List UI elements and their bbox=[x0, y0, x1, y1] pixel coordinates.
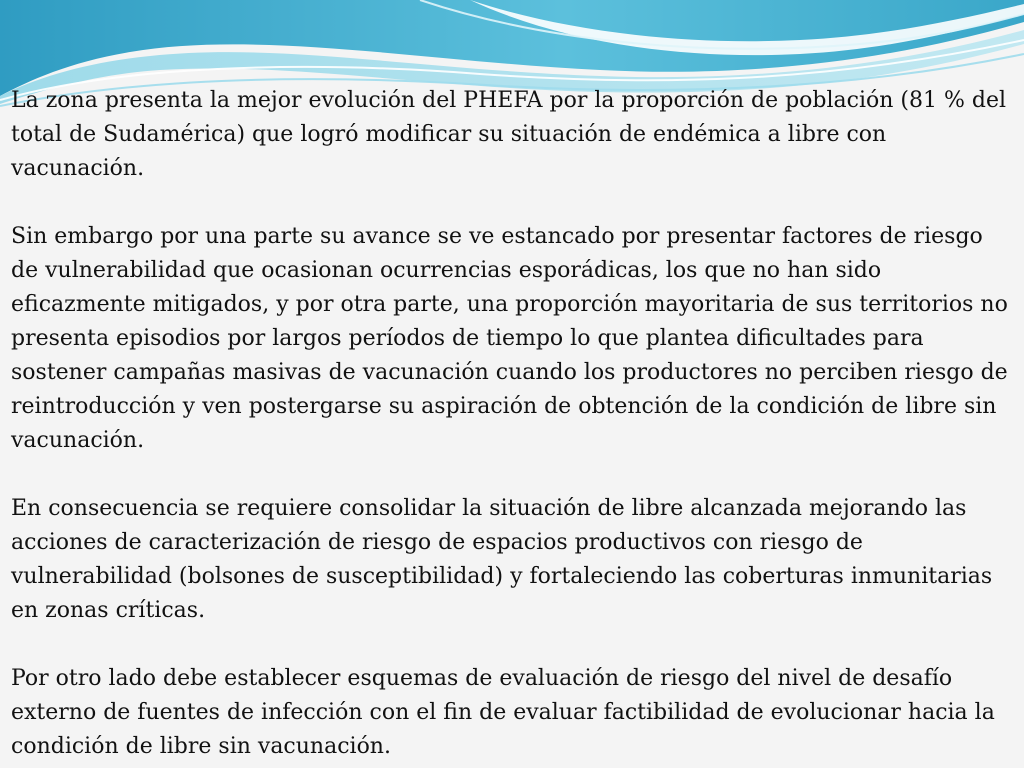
paragraph-2: Sin embargo por una parte su avance se ve estancado por presentar factores de riesgo de vulnerabilidad que ocasionan ocurrencias esporádicas, los que no han sido eficazmente mitigados, y por otra parte, una proporción mayoritaria de sus territorios no presenta episodios por largos períodos de tiempo lo que plantea dificultades para sostener campañas masivas de vacunación cuando los productores no perciben riesgo de reintroducción y ven postergarse su aspiración de obtención de la condición de libre sin vacunación. bbox=[11, 224, 1008, 453]
paragraph-1: La zona presenta la mejor evolución del PHEFA por la proporción de población (81 % del total de Sudamérica) que logró modificar su situación de endémica a libre con vacunación. bbox=[11, 88, 1007, 181]
paragraph-3: En consecuencia se requiere consolidar la situación de libre alcanzada mejorando las acciones de caracterización de riesgo de espacios productivos con riesgo de vulnerabilidad (bolsones de susceptibilidad) y fortaleciendo las coberturas inmunitarias en zonas críticas. bbox=[11, 496, 993, 623]
slide-body-text bbox=[11, 84, 1011, 764]
paragraph-4: Por otro lado debe establecer esquemas de evaluación de riesgo del nivel de desafío externo de fuentes de infección con el fin de evaluar factibilidad de evolucionar hacia la condición de libre sin vacunación. bbox=[11, 666, 995, 759]
